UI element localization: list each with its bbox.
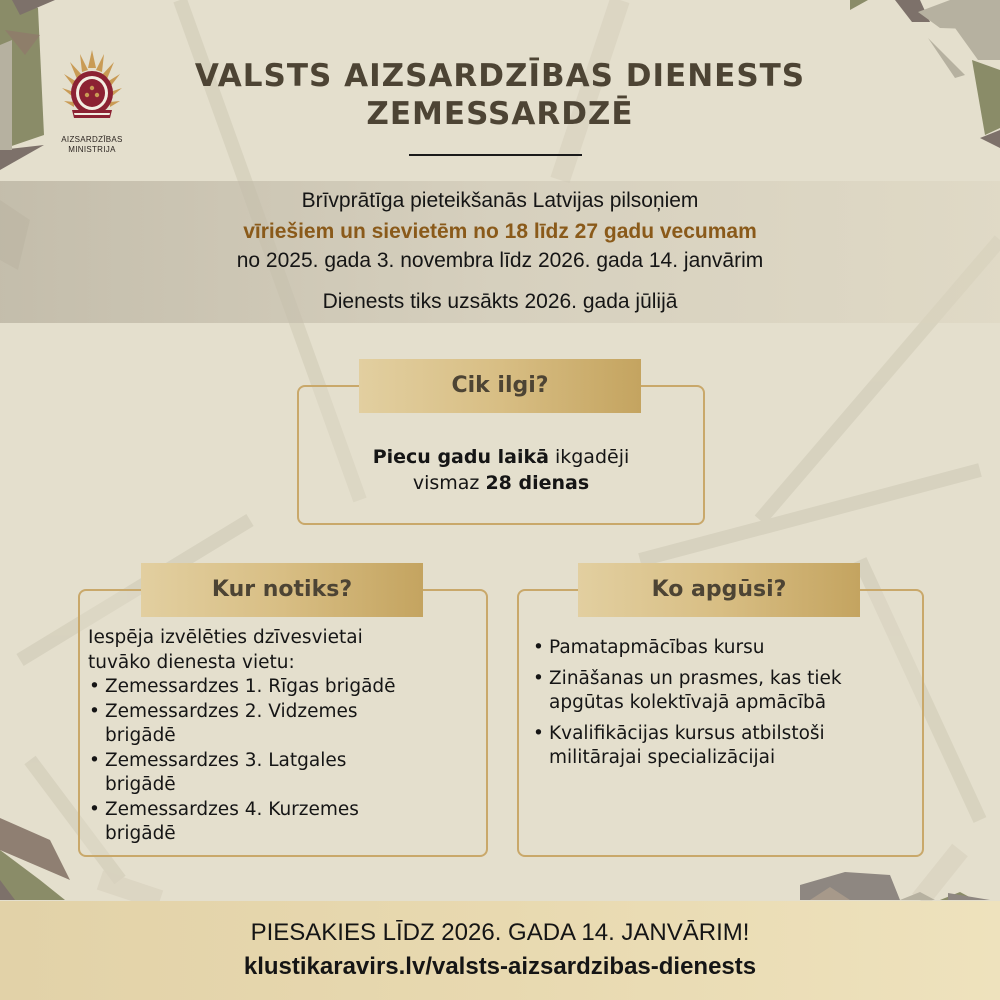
location-text: Iespēja izvēlēties dzīvesvietai tuvāko dienesta vietu: • Zemessardzes 1. Rīgas brigādē • Zemessardzes 2. Vidzemes brigādē • Zemessardzes 3. Latgales brigādē • Zemessardzes 4. Kurzemes brigādē [88, 626, 488, 847]
title-divider [409, 154, 582, 156]
list-item: • Zināšanas un prasmes, kas tiek apgūtas kolektīvajā apmācībā [532, 667, 899, 716]
learn-list [532, 636, 912, 771]
duration-heading: Cik ilgi? [359, 359, 641, 413]
footer-url-link[interactable]: klustikaravirs.lv/valsts-aizsardzibas-dienests [243, 953, 757, 980]
location-list [88, 675, 488, 847]
list-item: • Zemessardzes 4. Kurzemes brigādē [88, 798, 435, 847]
footer-banner [0, 901, 1000, 1000]
learn-heading: Ko apgūsi? [578, 563, 860, 617]
location-heading: Kur notiks? [141, 563, 423, 617]
list-item: • Kvalifikācijas kursus atbilstoši militārajai specializācijai [532, 722, 849, 771]
footer-cta: PIESAKIES LĪDZ 2026. GADA 14. JANVĀRIM! [250, 919, 750, 946]
title-line-2: ZEMESSARDZĒ [366, 96, 634, 132]
intro-line-1: Brīvprātīga pieteikšanās Latvijas pilsoņiem [301, 189, 699, 212]
list-item: • Zemessardzes 3. Latgales brigādē [88, 749, 415, 798]
intro-eligibility: vīriešiem un sievietēm no 18 līdz 27 gadu vecumam [243, 220, 757, 243]
list-item: • Zemessardzes 2. Vidzemes brigādē [88, 700, 425, 749]
intro-dates: no 2025. gada 3. novembra līdz 2026. gada 14. janvārim [236, 249, 764, 272]
title-line-1: VALSTS AIZSARDZĪBAS DIENESTS [194, 58, 806, 94]
list-item: • Pamatapmācības kursu [532, 636, 912, 661]
learn-text [532, 636, 912, 771]
page-title [0, 57, 1000, 133]
intro-start: Dienests tiks uzsākts 2026. gada jūlijā [322, 290, 678, 313]
duration-text: Piecu gadu laikā ikgadēji vismaz 28 dienas [372, 446, 630, 494]
list-item: • Zemessardzes 1. Rīgas brigādē [88, 675, 488, 700]
ministry-name: AIZSARDZĪBAS MINISTRIJA [61, 135, 123, 154]
